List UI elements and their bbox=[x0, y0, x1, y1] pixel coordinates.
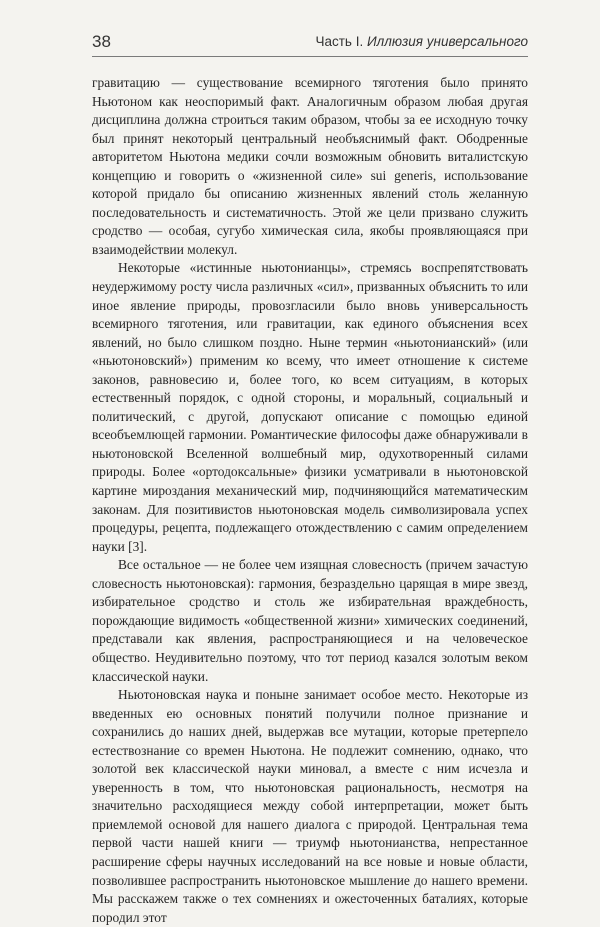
paragraph-2: Некоторые «истинные ньютонианцы», стремясь воспрепятствовать неудержимому росту числа различных «сил», призванных объяснить то или иное явление природы, провозгласили было вновь универсальность всемирного тяготения, или гравитации, как единого объяснения всех явлений, но было слишком поздно. Ныне термин «ньютонианский» (или «ньютоновский») применим ко всему, что имеет отношение к системе законов, равновесию и, более того, ко всем ситуациям, в которых естественный порядок, с одной стороны, и моральный, социальный и политический, с другой, допускают описание с помощью единой всеобъемлющей гармонии. Романтические философы даже обнаруживали в ньютоновской Вселенной волшебный мир, одухотворенный силами природы. Более «ортодоксальные» физики усматривали в ньютоновской картине мироздания механический мир, подчиняющийся математическим законам. Для позитивистов ньютоновская модель символизировала успех процедуры, рецепта, подлежащего отождествлению с самим определением науки [3]. bbox=[92, 260, 528, 554]
paragraph-4: Ньютоновская наука и поныне занимает особое место. Некоторые из введенных ею основных понятий получили полное признание и сохранились до наших дней, выдержав все мутации, которые претерпело естествознание со времен Ньютона. Не подлежит сомнению, однако, что золотой век классической науки миновал, а вместе с ним исчезла и уверенность в том, что ньютоновская рациональность, несмотря на значительно расходящиеся между собой интерпретации, может быть приемлемой основой для нашего диалога с природой. Центральная тема первой части нашей книги — триумф ньютонианства, непрестанное расширение сферы научных исследований на все новые и новые области, позволившее распространить ньютоновское мышление до нашего времени. Мы расскажем также о тех сомнениях и ожесточенных баталиях, которые породил этот bbox=[92, 687, 528, 925]
paragraph-3: Все остальное — не более чем изящная словесность (причем зачастую словесность ньютоновская): гармония, безраздельно царящая в мире звезд, избирательное сродство и столь же избирательная враждебность, порождающие видимость «общественной жизни» химических соединений, представали как явления, распространяющиеся и на человеческое общество. Неудивительно поэтому, что тот период казался золотым веком классической науки. bbox=[92, 557, 528, 684]
part-title: Иллюзия универсального bbox=[366, 34, 528, 49]
page-number: 38 bbox=[92, 32, 111, 51]
running-header bbox=[92, 30, 528, 57]
part-label: Часть I. bbox=[315, 34, 364, 49]
paragraph-1: гравитацию — существование всемирного тяготения было принято Ньютоном как неоспоримый факт. Аналогичным образом любая другая дисциплина должна строиться таким образом, чтобы за ее исходную точку был принят некоторый центральный необъяснимый факт. Ободренные авторитетом Ньютона медики сочли возможным обновить виталистскую концепцию и говорить о «жизненной силе» sui generis, использование которой придало бы описанию жизненных явлений столь желанную последовательность и систематичность. Этой же цели призвано служить сродство — особая, сугубо химическая сила, якобы проявляющаяся при взаимодействии молекул. bbox=[92, 75, 528, 257]
body-text bbox=[92, 74, 528, 927]
running-head bbox=[315, 34, 528, 49]
